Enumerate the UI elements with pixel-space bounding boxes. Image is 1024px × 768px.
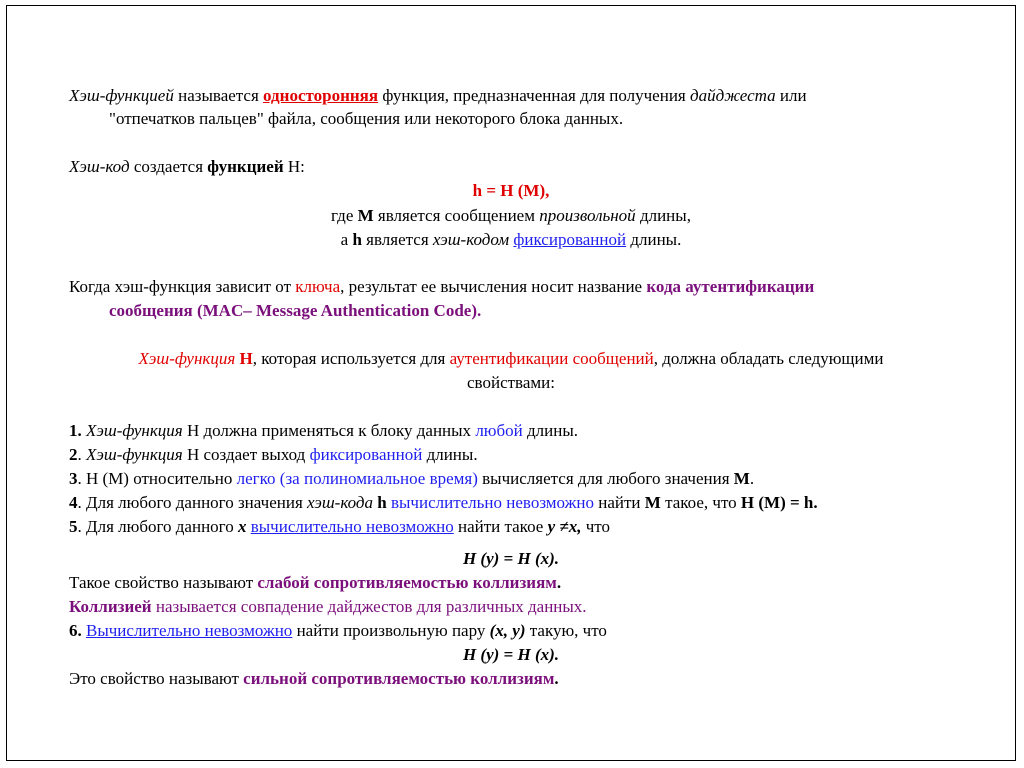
and-line: а h является хэш-кодом фиксированной длины.	[340, 230, 682, 249]
term-mac: кода аутентификации	[646, 277, 815, 296]
collision-line: Коллизией называется совпадение дайджестов для различных данных.	[69, 597, 587, 616]
weak-resistance-line: Такое свойство называют слабой сопротивляемостью коллизиям.	[69, 573, 562, 592]
props-intro-line-1: Хэш-функция Н, которая используется для аутентификации сообщений, должна обладать следующими	[138, 349, 884, 368]
term-digest: дайджеста	[690, 86, 776, 105]
mac-line-1: Когда хэш-функция зависит от ключа, результат ее вычисления носит название кода аутентификации	[69, 277, 815, 296]
term-message-auth: аутентификации сообщений	[449, 349, 654, 368]
term-hash-function: Хэш-функцией	[69, 86, 174, 105]
equation-1: H (y) = H (x).	[462, 549, 560, 568]
strong-resistance-line: Это свойство называют сильной сопротивляемостью коллизиям.	[69, 669, 559, 688]
property-5: 5. Для любого данного х вычислительно невозможно найти такое y ≠х, что	[69, 517, 610, 536]
intro-line-2: "отпечатков пальцев" файла, сообщения или некоторого блока данных.	[109, 109, 624, 128]
where-line: где М является сообщением произвольной длины,	[331, 206, 691, 225]
property-4: 4. Для любого данного значения хэш-кода h вычислительно невозможно найти М такое, что Н (М) = h.	[69, 493, 818, 512]
property-6: 6. Вычислительно невозможно найти произвольную пару (х, y) такую, что	[69, 621, 607, 640]
property-3: 3. Н (М) относительно легко (за полиномиальное время) вычисляется для любого значения М.	[69, 469, 755, 488]
term-key: ключа	[295, 277, 341, 296]
term-weak-resistance: слабой сопротивляемостью коллизиям	[257, 573, 557, 592]
term-hash-code: Хэш-код	[69, 157, 130, 176]
props-intro-line-2: свойствами:	[467, 373, 555, 392]
term-collision: Коллизией	[69, 597, 152, 616]
formula-h: h = H (M),	[472, 181, 550, 200]
mac-line-2: сообщения (MAC– Message Authentication Code).	[109, 301, 482, 320]
term-strong-resistance: сильной сопротивляемостью коллизиям	[243, 669, 555, 688]
equation-2: H (y) = H (x).	[462, 645, 560, 664]
property-2: 2. Хэш-функция Н создает выход фиксированной длины.	[69, 445, 478, 464]
term-one-way: односторонняя	[263, 86, 379, 105]
term-fixed: фиксированной	[513, 230, 627, 249]
intro-line-1: Хэш-функцией называется односторонняя функция, предназначенная для получения дайджеста или	[69, 86, 807, 105]
hash-code-line: Хэш-код создается функцией Н:	[69, 157, 305, 176]
property-1: 1. Хэш-функция Н должна применяться к блоку данных любой длины.	[69, 421, 578, 440]
slide	[6, 5, 1016, 761]
